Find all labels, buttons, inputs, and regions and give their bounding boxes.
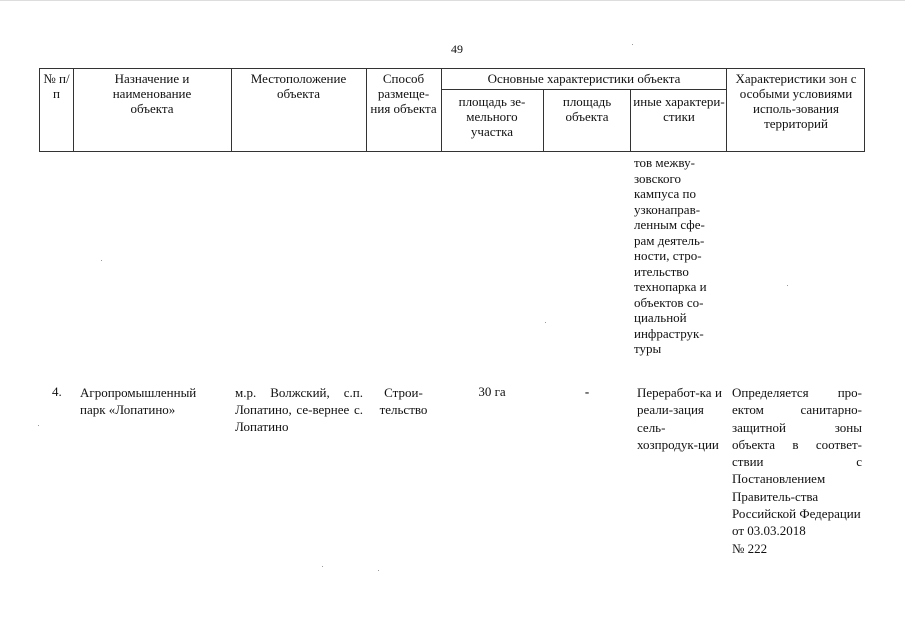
scan-speck — [322, 566, 323, 567]
column-border — [231, 68, 232, 152]
header-placement: Способ размеще-ния объекта — [370, 71, 437, 116]
text-line: ительство — [634, 263, 689, 279]
scan-speck — [378, 570, 379, 571]
scan-speck — [38, 425, 39, 426]
row4-location: м.р. Волжский, с.п. Лопатино, се-вернее с. Лопатино — [235, 385, 363, 434]
text-line: ности, стро- — [634, 248, 702, 263]
text-line: зовского — [634, 170, 682, 186]
row4-zones-text: Определяется про-ектом санитарно-защитной зоны объекта в соответ-ствии с Постановлением Правитель-ства Российской Федерации — [732, 385, 862, 522]
header-bottom-border — [39, 151, 865, 152]
text-line: узконаправ- — [634, 201, 701, 217]
header-location: Местоположение объекта — [250, 71, 347, 101]
column-border — [543, 89, 544, 152]
column-border — [726, 68, 727, 152]
text-line: инфраструк- — [634, 325, 704, 341]
header-subgroup-divider — [441, 89, 726, 90]
column-border — [39, 68, 40, 152]
header-num: № п/п — [43, 71, 70, 101]
text-line: ленным сфе- — [634, 217, 705, 232]
row4-num: 4. — [52, 384, 62, 399]
row4-zones-date: от 03.03.2018 — [732, 523, 806, 539]
header-land-area: площадь зе-мельного участка — [458, 94, 526, 139]
table-top-border — [39, 68, 865, 69]
text-line: кампуса по — [634, 186, 696, 201]
row4-object-area: - — [584, 384, 590, 399]
text-line: тов межву- — [634, 155, 695, 170]
column-border — [441, 68, 442, 152]
row4-zones — [732, 384, 862, 557]
header-zones: Характеристики зон с особыми условиями исполь-зования территорий — [735, 71, 857, 131]
column-border — [630, 89, 631, 152]
row4-land-area: 30 га — [478, 384, 506, 399]
text-line: туры — [634, 341, 662, 356]
text-line: циальной — [634, 310, 687, 325]
text-line: объектов со- — [634, 294, 704, 310]
page-number: 49 — [451, 42, 463, 56]
column-border — [73, 68, 74, 152]
scan-speck — [101, 260, 102, 261]
scan-speck — [632, 44, 633, 45]
row4-placement: Строи-тельство — [379, 385, 428, 417]
header-main-characteristics: Основные характеристики объекта — [487, 71, 681, 86]
row4-name: Агропромышленный парк «Лопатино» — [80, 385, 197, 417]
scan-edge — [0, 0, 905, 7]
column-border — [366, 68, 367, 152]
continuation-other-characteristics — [634, 155, 724, 357]
header-other-characteristics: иные характери-стики — [633, 94, 725, 124]
scan-speck — [545, 322, 546, 323]
header-object-area: площадь объекта — [562, 94, 612, 124]
column-border — [864, 68, 865, 152]
text-line: технопарка и — [634, 279, 707, 294]
row4-zones-number: № 222 — [732, 540, 768, 556]
text-line: рам деятель- — [634, 232, 705, 248]
header-name: Назначение и наименование объекта — [112, 71, 192, 116]
row4-other-characteristics: Переработ-ка и реали-зация сель-хозпродук-ции — [637, 385, 722, 452]
scan-speck — [787, 285, 788, 286]
